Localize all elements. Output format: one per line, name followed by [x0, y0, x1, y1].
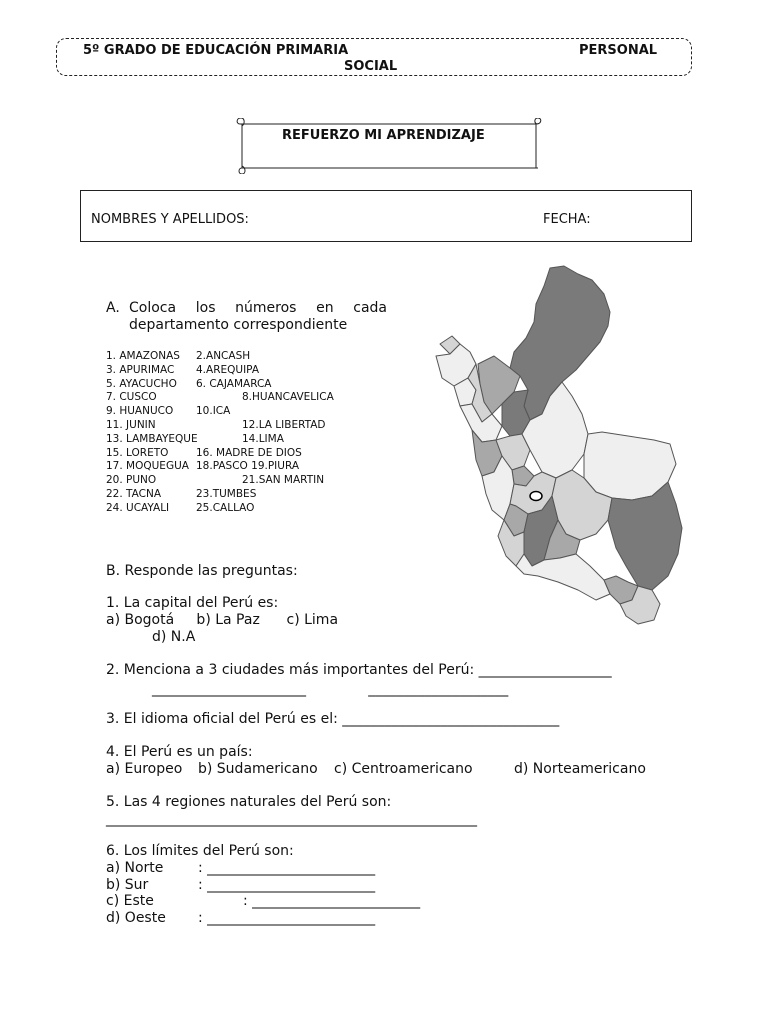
subject-label-2: SOCIAL	[344, 59, 398, 74]
department-col1: 13. LAMBAYEQUE	[106, 432, 198, 445]
department-col2: 10.ICA	[196, 405, 231, 418]
department-col2: 23.TUMBES	[196, 487, 257, 500]
q3-question: 3. El idioma oficial del Perú es el: _______________________________	[106, 711, 560, 727]
q1-option-d: d) N.A	[152, 629, 196, 645]
q2-question: 2. Menciona a 3 ciudades más importantes del Perú: ___________________	[106, 662, 612, 678]
q6-west-label: d) Oeste	[106, 910, 166, 926]
department-col1: 7. CUSCO	[106, 391, 157, 404]
department-col2: 21.SAN MARTIN	[242, 474, 325, 487]
department-col2: 16. MADRE DE DIOS	[196, 446, 302, 459]
list-item	[106, 391, 366, 405]
section-a-letter: A.	[106, 300, 120, 316]
q6-east-label: c) Este	[106, 893, 154, 909]
q6-east-blank: : ________________________	[243, 893, 421, 909]
section-a-instruction-2: departamento correspondiente	[129, 317, 348, 333]
q6-south-blank: : ________________________	[198, 877, 376, 893]
banner-title: REFUERZO MI APRENDIZAJE	[282, 128, 485, 143]
list-item	[106, 474, 366, 488]
department-col1: 9. HUANUCO	[106, 405, 174, 418]
q5-answer-line: _____________________________________________________	[106, 811, 477, 827]
q6-south-label: b) Sur	[106, 877, 149, 893]
department-col2: 4.AREQUIPA	[196, 363, 260, 376]
q6-north-blank: : ________________________	[198, 860, 376, 876]
list-item	[106, 405, 366, 419]
department-col1: 22. TACNA	[106, 487, 162, 500]
q2-answer-lines: ______________________ ____________________	[152, 681, 509, 697]
names-label: NOMBRES Y APELLIDOS:	[91, 212, 249, 227]
list-item	[106, 460, 366, 474]
q4-question: 4. El Perú es un país:	[106, 744, 253, 760]
scroll-banner	[236, 118, 542, 174]
department-col1: 17. MOQUEGUA	[106, 460, 189, 473]
list-item	[106, 502, 366, 516]
department-col2: 18.PASCO 19.PIURA	[196, 460, 300, 473]
q6-west-blank: : ________________________	[198, 910, 376, 926]
department-col1: 11. JUNIN	[106, 418, 156, 431]
department-col1: 5. AYACUCHO	[106, 377, 177, 390]
department-col2: 6. CAJAMARCA	[196, 377, 272, 390]
department-col2: 25.CALLAO	[196, 501, 255, 514]
q4-option-d: d) Norteamericano	[514, 761, 646, 777]
q4-option-a: a) Europeo	[106, 761, 183, 777]
q6-question: 6. Los límites del Perú son:	[106, 843, 294, 859]
department-col1: 15. LORETO	[106, 446, 169, 459]
list-item	[106, 378, 366, 392]
list-item	[106, 447, 366, 461]
q4-option-b: b) Sudamericano	[198, 761, 318, 777]
department-col2: 8.HUANCAVELICA	[242, 391, 334, 404]
department-list	[106, 350, 366, 516]
q1-question: 1. La capital del Perú es:	[106, 595, 279, 611]
department-col2: 2.ANCASH	[196, 350, 251, 362]
list-item	[106, 350, 366, 364]
peru-map	[432, 264, 702, 634]
department-col1: 1. AMAZONAS	[106, 350, 180, 362]
department-col1: 24. UCAYALI	[106, 501, 170, 514]
section-a-instruction-1: Coloca los números en cada	[129, 300, 387, 316]
section-b-title: B. Responde las preguntas:	[106, 563, 298, 579]
grade-label: 5º GRADO DE EDUCACIÓN PRIMARIA	[83, 43, 349, 58]
q4-option-c: c) Centroamericano	[334, 761, 473, 777]
list-item	[106, 433, 366, 447]
department-col1: 20. PUNO	[106, 474, 157, 487]
list-item	[106, 419, 366, 433]
date-label: FECHA:	[543, 212, 591, 227]
q1-options: a) Bogotá b) La Paz c) Lima	[106, 612, 339, 628]
callao-marker	[530, 492, 542, 501]
q6-north-label: a) Norte	[106, 860, 164, 876]
q5-question: 5. Las 4 regiones naturales del Perú son:	[106, 794, 392, 810]
subject-label-1: PERSONAL	[579, 43, 658, 58]
department-col2: 14.LIMA	[242, 432, 284, 445]
list-item	[106, 488, 366, 502]
department-col2: 12.LA LIBERTAD	[242, 418, 326, 431]
list-item	[106, 364, 366, 378]
department-col1: 3. APURIMAC	[106, 363, 175, 376]
